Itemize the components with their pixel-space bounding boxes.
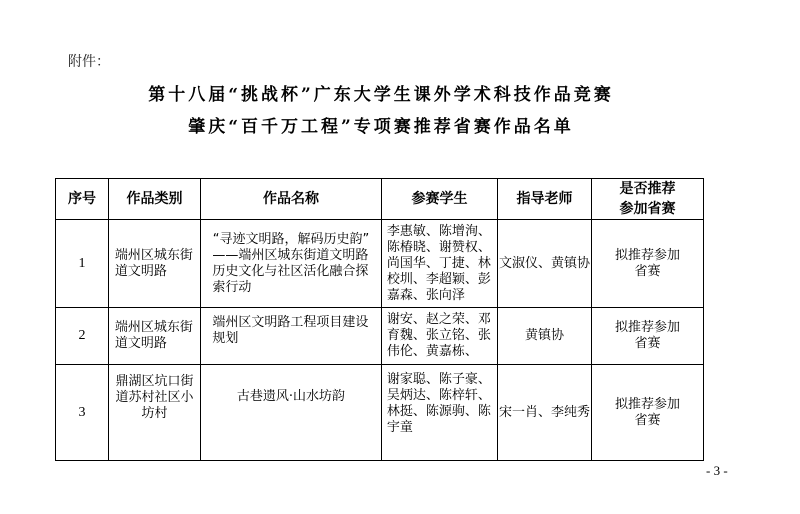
header-work-name-text: 作品名称	[263, 191, 319, 207]
header-recommendation-text: 是否推荐参加省赛	[619, 181, 676, 217]
cell-category	[109, 308, 201, 365]
category-text: 端州区城东街道文明路	[114, 247, 193, 279]
header-category-text: 作品类别	[126, 191, 183, 207]
students-text: 谢家聪、陈子豪、吴炳达、陈梓轩、林挺、陈源驹、陈宇童	[386, 371, 491, 435]
table-row	[56, 365, 704, 461]
header-serial-number	[56, 179, 109, 220]
page-number: - 3 -	[706, 463, 728, 478]
cell-work-name	[201, 220, 382, 308]
category-text: 鼎湖区坑口街道苏村社区小坊村	[115, 373, 194, 421]
header-students-text: 参赛学生	[411, 191, 468, 207]
cell-students	[382, 365, 498, 461]
header-students	[382, 179, 498, 220]
header-recommendation	[592, 179, 704, 220]
table-header-row	[56, 179, 704, 220]
cell-recommendation	[592, 220, 704, 308]
teachers-text: 文淑仪、黄镇协	[498, 255, 590, 271]
attachment-label: 附件：	[68, 54, 110, 70]
work-name-title: “寻迹文明路，解码历史韵”	[212, 231, 370, 247]
work-name-text: 古巷遗风·山水坊韵	[236, 388, 346, 404]
cell-teachers	[498, 365, 592, 461]
cell-work-name	[201, 365, 382, 461]
cell-teachers	[498, 220, 592, 308]
document-title-line-2: 肇庆“百千万工程”专项赛推荐省赛作品名单	[188, 117, 574, 137]
students-text: 李惠敏、陈增洵、陈椿晓、谢赞权、尚国华、丁捷、林校圳、李超颖、彭嘉森、张向泽	[386, 223, 491, 303]
header-teachers-text: 指导老师	[516, 191, 573, 207]
recommendation-text: 拟推荐参加省赛	[614, 320, 680, 351]
cell-work-name	[201, 308, 382, 365]
cell-category	[109, 220, 201, 308]
document-title-line-1: 第十八届“挑战杯”广东大学生课外学术科技作品竞赛	[148, 85, 614, 105]
nominee-table	[55, 178, 704, 461]
header-teachers	[498, 179, 592, 220]
serial-number: 1	[78, 255, 86, 271]
table-row	[56, 308, 704, 365]
recommendation-text: 拟推荐参加省赛	[614, 247, 680, 279]
cell-category	[109, 365, 201, 461]
table-body	[56, 220, 704, 461]
recommendation-text: 拟推荐参加省赛	[614, 396, 680, 428]
cell-recommendation	[592, 365, 704, 461]
work-name-text: ——端州区城东街道文明路历史文化与社区活化融合探索行动	[212, 247, 369, 295]
table-row	[56, 220, 704, 308]
teachers-text: 黄镇协	[524, 328, 564, 343]
serial-number: 2	[78, 328, 86, 343]
header-work-name	[201, 179, 382, 220]
cell-serial-number	[56, 308, 109, 365]
table-head	[56, 179, 704, 220]
work-name-text: 端州区文明路工程项目建设规划	[212, 315, 369, 346]
students-text: 谢安、赵之荣、邓育魏、张立铭、张伟伦、黄嘉栋、	[386, 312, 491, 359]
teachers-text: 宋一肖、李纯秀	[498, 404, 590, 420]
cell-teachers	[498, 308, 592, 365]
header-serial-number-text: 序号	[68, 191, 96, 207]
category-text: 端州区城东街道文明路	[114, 320, 193, 351]
header-category	[109, 179, 201, 220]
cell-recommendation	[592, 308, 704, 365]
cell-serial-number	[56, 365, 109, 461]
serial-number: 3	[78, 404, 86, 420]
cell-students	[382, 220, 498, 308]
cell-students	[382, 308, 498, 365]
cell-serial-number	[56, 220, 109, 308]
